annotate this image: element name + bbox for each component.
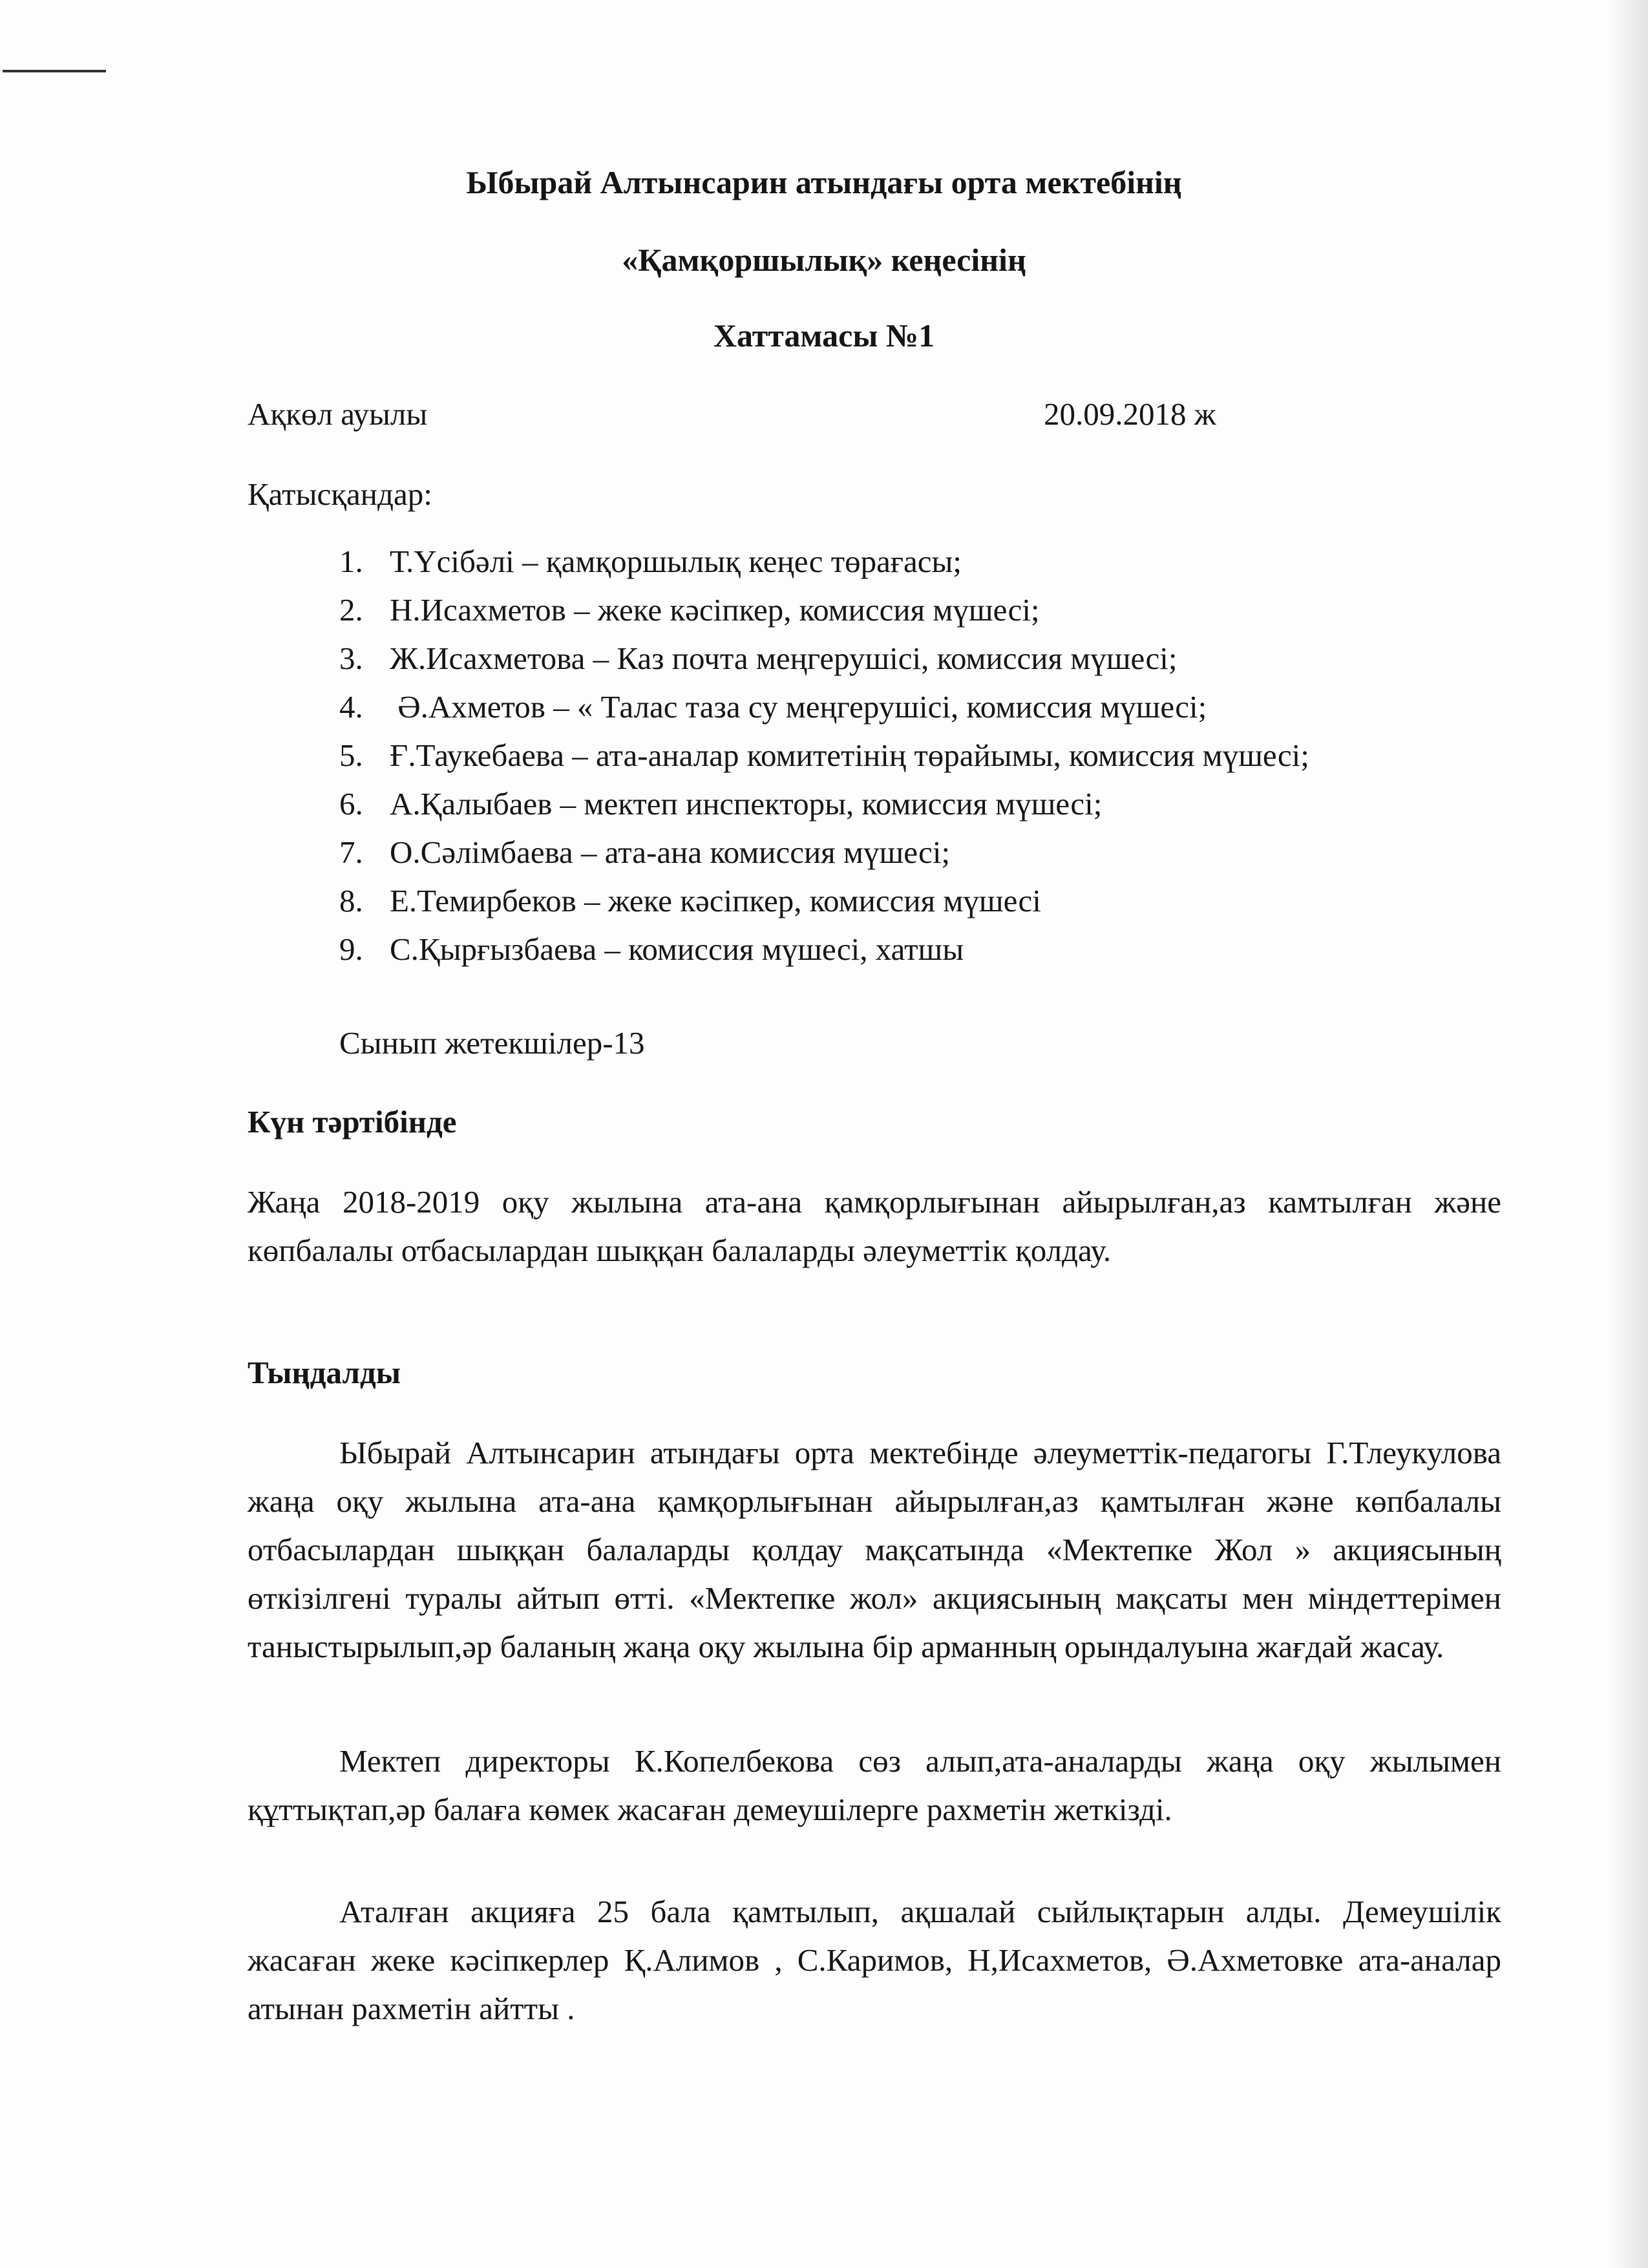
heard-paragraph: Мектеп директоры К.Копелбекова сөз алып,ата-аналарды жаңа оқу жылымен құттықтап,әр балаға көмек жасаған демеушілерге рахметін жеткізді. (248, 1743, 1501, 1827)
participant-item (339, 834, 1309, 882)
participant-number: 1. (339, 544, 363, 579)
participant-number: 3. (339, 641, 363, 676)
heard-paragraph: Аталған акцияға 25 бала қамтылып, ақшалай сыйлықтарын алды. Демеушілік жасаған жеке кәсіпкерлер Қ.Алимов , С.Каримов, Н,Исахметов, Ә.Ахметовке ата-аналар атынан рахметін айтты . (248, 1894, 1501, 2026)
participant-text: А.Қалыбаев – мектеп инспекторы, комиссия мүшесі; (390, 786, 1103, 821)
document-title: Ыбырай Алтынсарин атындағы орта мектебінің (466, 164, 1182, 200)
participants-label: Қатысқандар: (248, 476, 432, 512)
participant-text: Е.Темирбеков – жеке кәсіпкер, комиссия мүшесі (390, 883, 1041, 918)
participant-text: Ғ.Таукебаева – ата-аналар комитетінің төрайымы, комиссия мүшесі; (390, 737, 1309, 773)
participant-item (339, 931, 1309, 979)
date-label: 20.09.2018 ж (1044, 396, 1216, 432)
participant-item (339, 785, 1309, 834)
heard-paragraph: Ыбырай Алтынсарин атындағы орта мектебінде әлеуметтік-педагогы Г.Тлеукулова жаңа оқу жылына ата-ана қамқорлығынан айырылған,аз қамтылған және көпбалалы отбасылардан шыққан балаларды қолдау мақсатында «Мектепке Жол » акциясының өткізілгені туралы айтып өтті. «Мектепке жол» акциясының мақсаты мен міндеттерімен таныстырылып,әр баланың жаңа оқу жылына бір арманның орындалуына жағдай жасау. (248, 1435, 1501, 1664)
class-teachers: Сынып жетекшілер-13 (339, 1025, 645, 1061)
protocol-number: Хаттамасы №1 (713, 317, 935, 354)
participants-list (339, 543, 1309, 979)
participant-number: 4. (339, 689, 363, 725)
council-name: «Қамқоршылық» кеңесінің (622, 242, 1026, 278)
agenda-heading: Күн тәртібінде (248, 1104, 457, 1139)
participant-number: 5. (339, 737, 363, 773)
participant-number: 6. (339, 786, 363, 821)
participant-number: 2. (339, 592, 363, 628)
corner-mark (3, 70, 106, 72)
heard-heading: Тыңдалды (248, 1355, 401, 1390)
participant-text: С.Қырғызбаева – комиссия мүшесі, хатшы (390, 931, 964, 967)
participant-text: О.Сәлімбаева – ата-ана комиссия мүшесі; (390, 834, 951, 870)
participant-number: 9. (339, 931, 363, 967)
participant-text: Ә.Ахметов – « Талас таза су меңгерушісі, комиссия мүшесі; (390, 689, 1207, 725)
agenda-text: Жаңа 2018-2019 оқу жылына ата-ана қамқорлығынан айырылған,аз камтылған және көпбалалы отбасылардан шыққан балаларды әлеуметтік қолдау. (248, 1184, 1501, 1268)
participant-item (339, 543, 1309, 591)
participant-item (339, 640, 1309, 688)
participant-text: Т.Үсібәлі – қамқоршылық кеңес төрағасы; (390, 544, 962, 579)
participant-item (339, 737, 1309, 785)
participant-number: 7. (339, 834, 363, 870)
place-label: Ақкөл ауылы (248, 396, 428, 432)
participant-item (339, 688, 1309, 737)
participant-number: 8. (339, 883, 363, 918)
participant-item (339, 591, 1309, 640)
participant-text: Н.Исахметов – жеке кәсіпкер, комиссия мүшесі; (390, 592, 1040, 628)
participant-item (339, 882, 1309, 931)
participant-text: Ж.Исахметова – Каз почта меңгерушісі, комиссия мүшесі; (390, 641, 1178, 676)
